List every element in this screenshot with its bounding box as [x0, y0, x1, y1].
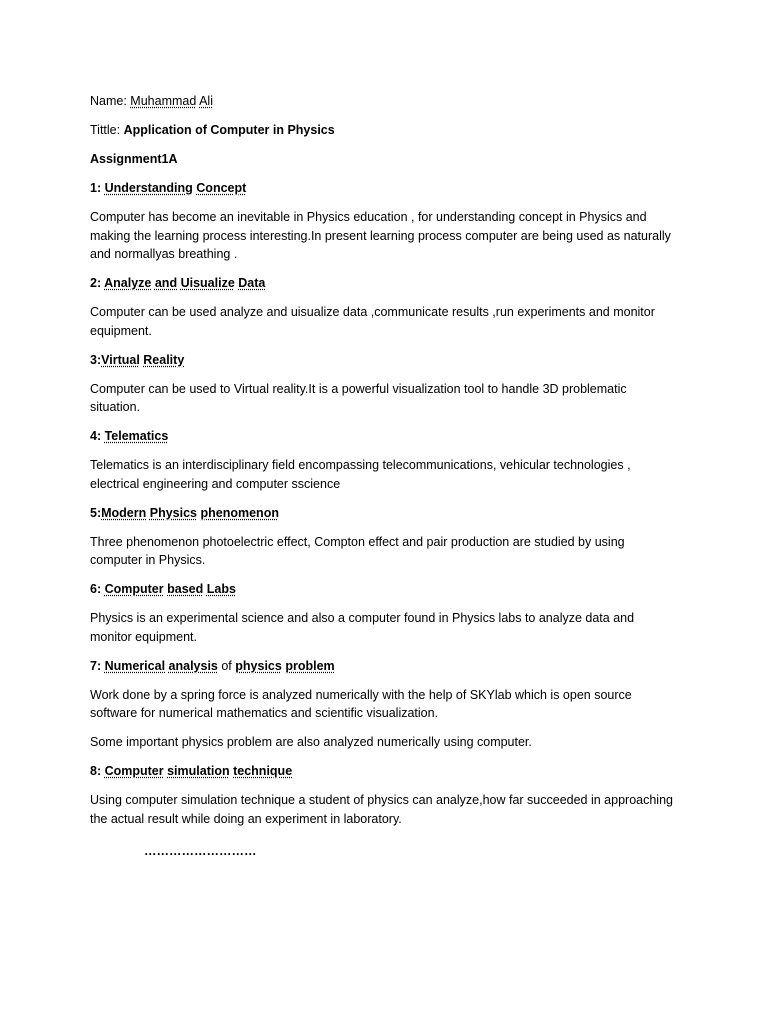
heading-word: Understanding — [104, 181, 193, 195]
ending-dots: ……………………… — [144, 844, 257, 858]
heading-word: Uisualize — [180, 276, 235, 290]
heading-word: Reality — [143, 352, 185, 367]
heading-word: Virtual — [101, 352, 140, 367]
heading-word: Modern — [101, 505, 147, 520]
section-heading-8 — [90, 762, 675, 781]
title-line — [90, 121, 675, 140]
heading-word: simulation — [167, 764, 230, 778]
section-body-7: Work done by a spring force is analyzed numerically with the help of SKYlab which is open source software for numerical mathematics and scientific visualization. — [90, 687, 632, 720]
section-number: 4: — [90, 429, 105, 443]
section-heading-6 — [90, 580, 675, 599]
section-heading-4 — [90, 427, 675, 446]
heading-word: physics — [235, 658, 282, 673]
section-number: 1: — [90, 181, 105, 195]
section-body-2: Computer can be used analyze and uisualize data ,communicate results ,run experiments and monitor equipment. — [90, 305, 655, 338]
heading-word: Labs — [206, 582, 236, 596]
title-value: Application of Computer in Physics — [123, 123, 335, 137]
name-label: Name: — [90, 94, 131, 108]
heading-word: based — [167, 582, 204, 596]
heading-word: Computer — [104, 764, 164, 778]
title-label: Tittle: — [90, 123, 124, 137]
section-number: 3: — [90, 352, 102, 367]
heading-word: Analyze — [104, 276, 152, 290]
section-number: 5: — [90, 505, 102, 520]
heading-word: Physics — [149, 505, 198, 520]
section-number: 6: — [90, 582, 105, 596]
section-number: 7: — [90, 658, 105, 673]
name-last: Ali — [199, 94, 213, 108]
section-heading-1 — [90, 179, 675, 198]
section-heading-5 — [90, 504, 675, 523]
section-extra-7: Some important physics problem are also analyzed numerically using computer. — [90, 735, 532, 749]
section-heading-2 — [90, 274, 675, 293]
name-first: Muhammad — [130, 94, 197, 108]
section-heading-3 — [90, 351, 675, 370]
heading-word: phenomenon — [200, 505, 279, 520]
heading-word: problem — [285, 658, 335, 673]
heading-word: Computer — [104, 582, 164, 596]
section-body-6: Physics is an experimental science and also a computer found in Physics labs to analyze data and monitor equipment. — [90, 611, 635, 644]
section-body-1: Computer has become an inevitable in Physics education , for understanding concept in Physics and making the learning process interesting.In present learning process computer are being used as naturally and normallyas breathing . — [90, 210, 671, 261]
heading-word: Data — [238, 276, 266, 290]
section-body-5: Three phenomenon photoelectric effect, Compton effect and pair production are studied by using computer in Physics. — [90, 534, 625, 567]
section-heading-7 — [90, 657, 675, 676]
section-body-4: Telematics is an interdisciplinary field encompassing telecommunications, vehicular technologies , electrical engineering and computer sscience — [90, 458, 631, 491]
heading-word: analysis — [168, 658, 218, 673]
document-page — [90, 92, 675, 861]
heading-word: Concept — [196, 181, 247, 195]
section-number: 2: — [90, 276, 105, 290]
section-body-8: Using computer simulation technique a student of physics can analyze,how far succeeded in approaching the actual result while doing an experiment in laboratory. — [90, 793, 673, 826]
heading-word: Numerical — [104, 658, 166, 673]
heading-word: of — [221, 658, 232, 673]
section-number: 8: — [90, 764, 105, 778]
section-body-3: Computer can be used to Virtual reality.It is a powerful visualization tool to handle 3D problematic situation. — [90, 381, 627, 414]
heading-word: Telematics — [104, 429, 169, 443]
heading-word: and — [154, 276, 178, 290]
heading-word: technique — [233, 764, 293, 778]
name-line — [90, 92, 675, 111]
assignment-label: Assignment1A — [90, 152, 178, 166]
